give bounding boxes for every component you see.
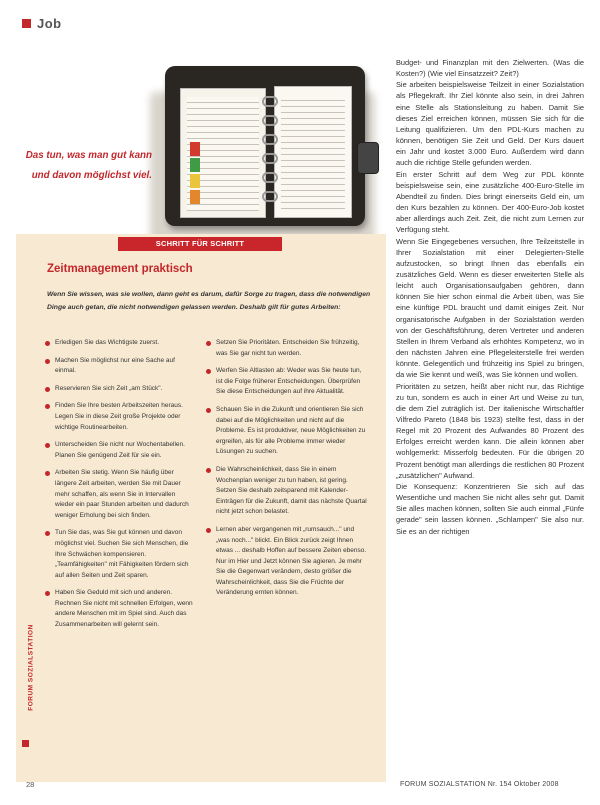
bullet-icon	[206, 369, 211, 374]
page-number: 28	[26, 780, 35, 789]
bullet-icon	[45, 387, 50, 392]
vertical-tag-marker	[22, 740, 29, 747]
planner-tab-green	[190, 158, 200, 172]
bullet-icon	[45, 531, 50, 536]
article-paragraph: Sie arbeiten beispielsweise Teilzeit in einer Sozialstation als Pflegekraft. Ihr Ziel könnte also sein, in drei Jahren eine Stelle als Stationsleitung zu haben. Damit Sie dieses Ziel erreichen können, müssen Sie sich für die Leitung qualifizieren. Um den PDL-Kurs machen zu können, benötigen Sie Zeit und Geld. Der Kurs dauert ein Jahr und kostet 3.000 Euro. Außerdem wird dann auch die richtige Stelle gefunden werden.	[396, 80, 584, 168]
tip-item: Machen Sie möglichst nur eine Sache auf einmal.	[45, 356, 195, 377]
tip-item: Werfen Sie Altlasten ab: Weder was Sie heute tun, ist die Folge früherer Entscheidungen. Überprüfen Sie diese Entscheidungen auf ihre Aktualität.	[206, 366, 368, 398]
tip-item: Tun Sie das, was Sie gut können und davon möglichst viel. Suchen Sie sich Menschen, die Ihre Schwächen kompensieren. „Teamfähigkeiten" mit Fähigkeiten fördern sich auf allen Seiten und Zeit sparen.	[45, 528, 195, 581]
vertical-publication-tag	[20, 598, 35, 748]
publication-footer: FORUM SOZIALSTATION Nr. 154 Oktober 2008	[400, 781, 559, 788]
tip-item: Reservieren Sie sich Zeit „am Stück".	[45, 384, 195, 395]
tip-item: Haben Sie Geduld mit sich und anderen. Rechnen Sie nicht mit schnellen Erfolgen, wenn andere Menschen mit im Spiel sind. Auch das Zusammenarbeiten will gelernt sein.	[45, 588, 195, 630]
bullet-icon	[206, 468, 211, 473]
sidebar-box-header: SCHRITT FÜR SCHRITT	[118, 237, 282, 251]
planner-clasp	[357, 142, 379, 174]
planner-tab-yellow	[190, 174, 200, 188]
tip-item: Die Wahrscheinlichkeit, dass Sie in einem Wochenplan weniger zu tun haben, ist gering. Setzen Sie deshalb zeitsparend mit Kalender-Einträgen für die Zukunft, damit das nächste Quartal nicht jetzt schon belastet.	[206, 465, 368, 518]
tip-item: Erledigen Sie das Wichtigste zuerst.	[45, 338, 195, 349]
bullet-icon	[45, 359, 50, 364]
planner-tab-orange	[190, 190, 200, 204]
sidebar-box-intro: Wenn Sie wissen, was sie wollen, dann geht es darum, dafür Sorge zu tragen, dass die notwendigen Dinge auch getan, die nicht notwendigen gelassen werden. Deshalb gilt für gutes Arbeiten:	[47, 291, 371, 311]
article-paragraph: Wenn Sie Eingegebenes versuchen, Ihre Teilzeitstelle in Ihrer Sozialstation mit einer Delegierten-Stelle aufzustocken, so bringt Ihnen das ebenfalls ein zusätzliches Geld. Wenn es dieser erweiterten Stelle als leicht auch Organisationsaufgaben gehören, dann können Sie hier schon einmal die Arbeit üben, was Sie eine künftige PDL braucht und damit einiges Zeit. Nur organisatorische Aufgaben in der Sozialstation werden von der Geschäftsführung, deren Vertreter und anderen Stellen in Ihrem Verband als erhöhtes Kompetenz, wo in den nächsten Jahren eine Pflegeleiterstelle frei werden könnte. Gelegentlich und frühzeitig ins Spiel zu bringen, da wie Sie kennt und weiß, was Sie können und wollen.	[396, 236, 584, 380]
pull-quote-line-2: und davon möglichst viel.	[31, 170, 152, 181]
pull-quote-line-1: Das tun, was man gut kann	[25, 150, 152, 161]
pull-quote	[20, 146, 152, 186]
bullet-icon	[206, 408, 211, 413]
bullet-icon	[45, 404, 50, 409]
vertical-tag-text: FORUM SOZIALSTATION	[27, 624, 35, 711]
planner-page-right	[274, 86, 352, 218]
section-label	[22, 16, 62, 31]
bullet-icon	[206, 528, 211, 533]
tip-item: Setzen Sie Prioritäten. Entscheiden Sie frühzeitig, was Sie gar nicht tun werden.	[206, 338, 368, 359]
sidebar-box-title: Zeitmanagement praktisch	[47, 263, 193, 275]
planner-tab-red	[190, 142, 200, 156]
tips-column-left	[45, 338, 195, 638]
bullet-icon	[206, 341, 211, 346]
tip-item: Lernen aber vergangenen mit „rumsauch..." und „was noch..." blickt. Ein Blick zurück zeigt Ihnen etwas ... deshalb Hoffen auf bessere Zeiten ebenso. Nur im Hier und Jetzt können Sie agieren. Je mehr Sie die Gegenwart verändern, desto größer die Wahrscheinlichkeit, dass Sie die Früchte der Veränderung ernten können.	[206, 525, 368, 599]
section-marker	[22, 19, 31, 28]
section-label-text: Job	[37, 16, 62, 31]
bullet-icon	[45, 591, 50, 596]
tip-item: Unterscheiden Sie nicht nur Wochentabellen. Planen Sie genügend Zeit für sie ein.	[45, 440, 195, 461]
tip-item: Finden Sie Ihre besten Arbeitszeiten heraus. Legen Sie in diese Zeit große Projekte oder wichtige Routinearbeiten.	[45, 401, 195, 433]
bullet-icon	[45, 471, 50, 476]
planner-rings	[262, 96, 276, 206]
article-paragraph: Budget- und Finanzplan mit den Zielwerten. (Was die Kosten?) (Wie viel Einsatzzeit? Zeit?)	[396, 58, 584, 79]
article-paragraph: Prioritäten zu setzen, heißt aber nicht nur, das Richtige zu tun, sondern es auch in einer Art und Weise zu tun, die dem Ziel zuträglich ist. Der italienische Wirtschaftler Vilfredo Pareto (1848 bis 1923) stellte fest, dass in der Regel mit 20 Prozent des Aufwandes 80 Prozent des Erfolges erreicht werden kann. Die allein können aber wohlgemerkt: Misserfolg bedeuten. Für die übrigen 20 Prozent benötigt man allerdings die restlichen 80 Prozent „zusätzlichen" Aufwand.	[396, 381, 584, 480]
tips-column-right	[206, 338, 368, 606]
tip-item: Arbeiten Sie stetig. Wenn Sie häufig über längere Zeit arbeiten, werden Sie mit Dauer mehr schaffen, als wenn Sie in Intervallen wieder ein paar Stunden arbeiten und dadurch weniger Erholung bei sich finden.	[45, 468, 195, 521]
article-column	[396, 57, 584, 537]
bullet-icon	[45, 443, 50, 448]
tip-item: Schauen Sie in die Zukunft und orientieren Sie sich dabei auf die Möglichkeiten und nicht auf die Probleme. Es ist produktiver, neue Möglichkeiten zu ergreifen, als für alle Probleme immer wieder Lösungen zu suchen.	[206, 405, 368, 458]
bullet-icon	[45, 341, 50, 346]
article-paragraph: Ein erster Schritt auf dem Weg zur PDL könnte beispielsweise sein, eine zusätzliche 400-Euro-Stelle im Abendteil zu finden. Dies bringt einerseits Geld ein, um den Kurs bezahlen zu können. Der 400-Euro-Job kostet aber allerdings auch Zeit. Zeit, die nicht zum Lernen zur Verfügung steht.	[396, 169, 584, 235]
article-paragraph: Die Konsequenz: Konzentrieren Sie sich auf das Wesentliche und machen Sie nicht alles sehr gut. Damit Sie alles machen können, sollten Sie auch einmal „Fünfe gerade" sein lassen können. „Schlampen" Sie also nur. Sie es an der richtigen	[396, 481, 584, 536]
